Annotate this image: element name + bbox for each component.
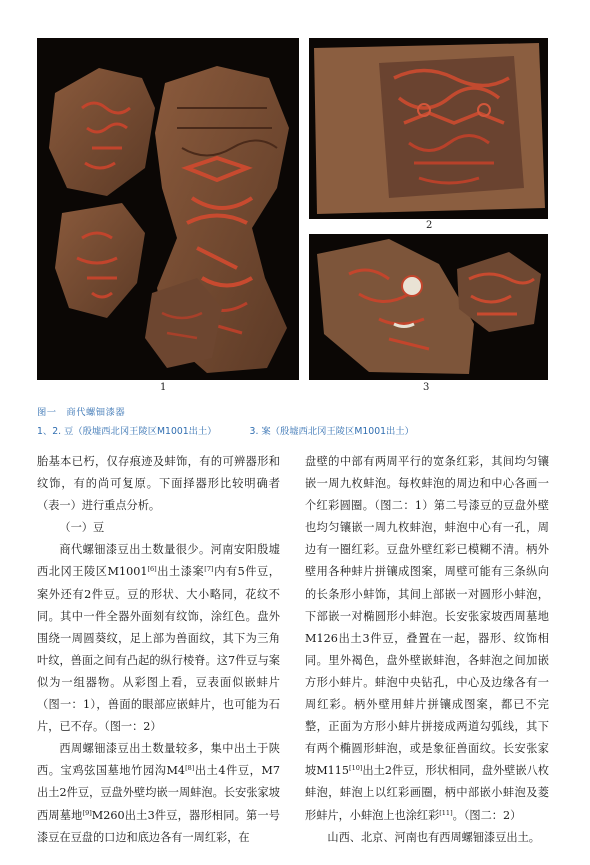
artifact-photo-1 bbox=[37, 38, 299, 380]
figure-caption-detail bbox=[37, 423, 444, 437]
artifact-photo-2-illustration bbox=[309, 38, 548, 219]
paragraph-other-regions: 山西、北京、河南也有西周螺钿漆豆出土。 bbox=[327, 830, 540, 844]
plate-number-2: 2 bbox=[426, 220, 433, 231]
reference-10: [10] bbox=[349, 764, 363, 773]
paragraph-western-zhou-dou: 西周螺钿漆豆出土数量较多，集中出土于陕西。宝鸡弦国墓地竹园沟M4[8]出土4件豆，M7出土2件豆，豆盘外壁均嵌一周蚌泡。长安张家坡西周墓地[9]M260出土3件豆，器形相同。第一号漆豆在豆盘的口边和底边各有一周红彩，在 bbox=[37, 742, 280, 844]
caption-item-2: 3. 案（殷墟西北冈王陵区M1001出土） bbox=[249, 426, 414, 437]
artifact-photo-1-illustration bbox=[37, 38, 299, 380]
caption-item-1: 1、2. 豆（殷墟西北冈王陵区M1001出土） bbox=[37, 426, 217, 437]
body-column-left bbox=[37, 451, 280, 849]
reference-8: [8] bbox=[185, 764, 195, 773]
plate-number-3: 3 bbox=[423, 382, 430, 393]
artifact-photo-3 bbox=[309, 234, 548, 380]
paragraph-continuation: 胎基本已朽，仅存痕迹及蚌饰，有的可辨器形和纹饰，有的尚可复原。下面择器形比较明确者（表一）进行重点分析。 bbox=[37, 455, 280, 513]
reference-11: [11] bbox=[439, 808, 453, 817]
paragraph-shang-dou: 商代螺钿漆豆出土数量很少。河南安阳殷墟西北冈王陵区M1001[6]出土漆案[7]内有5件豆，案外还有2件豆。豆的形状、大小略同，花纹不同。其中一件全器外面刻有纹饰，涂红色。盘外围绕一周圆葵纹，足上部为兽面纹，其下为三角叶纹，兽面之间有凸起的纵行棱脊。这7件豆与案似为一组器物。从彩图上看，豆表面似嵌蚌片（图一：1），兽面的眼部应嵌蚌片，也可能为石片，已不存。（图一：2） bbox=[37, 543, 280, 734]
paragraph-dou-details: 盘壁的中部有两周平行的宽条红彩，其间均匀镶嵌一周九枚蚌泡。每枚蚌泡的周边和中心各画一个红彩圆圈。（图二：1）第二号漆豆的豆盘外壁也均匀镶嵌一周九枚蚌泡，蚌泡中心有一孔，周边有一圈红彩。豆盘外壁红彩已模糊不清。柄外壁用各种蚌片拼镶成图案，周壁可能有三条纵向的长条形小蚌饰，其间上部嵌一对圆形小蚌泡，下部嵌一对椭圆形小蚌泡。长安张家坡西周墓地M126出土3件豆，叠置在一起，器形、纹饰相同。里外褐色，盘外壁嵌蚌泡，各蚌泡之间加嵌方形小蚌片。蚌泡中央钻孔，中心及边缘各有一周红彩。柄外壁用蚌片拼镶成图案，都已不完整，正面为方形小蚌片拼接成两道勾弧线，其下有两个椭圆形蚌泡，或是象征兽面纹。长安张家坡M115[10]出土2件豆，形状相同，盘外壁嵌八枚蚌泡，蚌泡上以红彩画圈，柄中部嵌小蚌泡及菱形蚌片，小蚌泡上也涂红彩[11]。（图二：2） bbox=[305, 455, 549, 822]
artifact-photo-2 bbox=[309, 38, 548, 219]
body-column-right bbox=[305, 451, 549, 849]
section-heading-dou: （一）豆 bbox=[59, 521, 105, 535]
artifact-photo-3-illustration bbox=[309, 234, 548, 380]
plate-number-1: 1 bbox=[160, 382, 167, 393]
figure-caption-title: 图一 商代螺钿漆器 bbox=[37, 407, 126, 418]
shell-inlay bbox=[402, 276, 422, 296]
reference-9: [9] bbox=[82, 808, 92, 817]
reference-6: [6] bbox=[147, 565, 157, 574]
reference-7: [7] bbox=[204, 565, 214, 574]
